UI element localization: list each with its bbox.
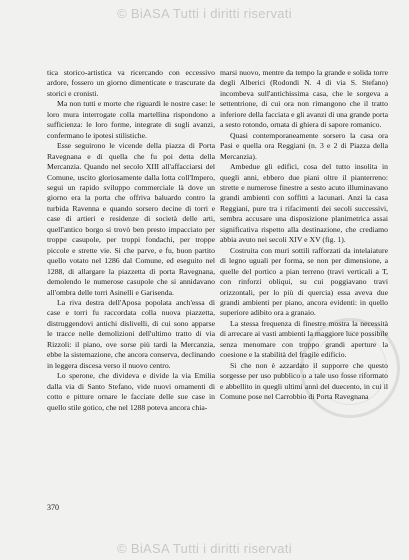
page-number: 370 — [47, 503, 59, 512]
paragraph: tica storico-artistica va ricercando con eccessivo ardore, fossero un giorno dimenticate e trascurate da storici e cronisti. — [47, 68, 215, 98]
right-text-column — [220, 68, 388, 403]
paragraph: Si che non è azzardato il supporre che questo sorgesse per uso pubblico o a tale uso fosse riformato e abbellito in quegli ultimi anni del duecento, in cui il Comune pose nel Carrobbio di Porta Ravegnana — [220, 360, 388, 402]
paragraph: Ambedue gli edifici, cosa del tutto insolita in quegli anni, ebbero due piani oltre il pianterreno: strette e numerose finestre a sesto acuto illuminavano grandi ambienti con soffitti a lacunari. Anzi la casa Reggiani, pure tra i rifacimenti dei secoli successivi, sembra accusare una disposizione planimetrica assai significativa rispetto alla destinazione, che crediamo abbia avuto nei secoli XIV e XV (fig. 1). — [220, 162, 388, 245]
paragraph: La stessa frequenza di finestre mostra la necessità di arrecare ai vasti ambienti la maggiore luce possibile senza menomare con troppo grandi aperture la coesione e la stabilità del fragile edificio. — [220, 318, 388, 360]
paragraph: Lo sperone, che divideva e divide la via Emilia dalla via di Santo Stefano, vide nuovi ornamenti di cotto e pitture ornare le facciate delle sue case in quello stile gotico, che nel 1288 poteva ancora chia- — [47, 371, 215, 412]
paragraph: marsi nuovo, mentre da tempo la grande e solida torre degli Alberici (Rodondi N. 4 di via S. Stefano) incombeva sull'antichissima casa, che le sorgeva a settentrione, di cui ora non rimangono che il tratto inferiore della facciata e gli avanzi di una grande porta a sesto rotondo, ornata di ghiera di sapore romanico. — [220, 68, 388, 130]
watermark-bottom: © BiASA Tutti i diritti riservati — [117, 541, 292, 556]
watermark-top: © BiASA Tutti i diritti riservati — [117, 6, 292, 21]
paragraph: Quasi contemporaneamente sorsero la casa ora Pasi e quella ora Reggiani (n. 3 e 2 di Piazza della Mercanzia). — [220, 130, 388, 161]
paragraph: Esse seguirono le vicende della piazza di Porta Ravegnana e di quella che fu poi detta della Mercanzia. Quando nel secolo XIII all'affacciarsi del Comune, uscito gloriosamente dalla lotta coll'Impero, segui un rapido sviluppo commerciale là dove un giorno era la porta che offriva baluardo contro la turbida Ravenna e quando sorsero decine di torri e case di artieri e residenze di società delle arti, quell'antico borgo si trovò ben presto impacciato per troppe casupole, per troppi fondachi, per troppe piccole e strette vie. Si che parve, e fu, buon partito quello votato nel 1286 dal Comune, ed eseguito nel 1288, di allargare la piazzetta di porta Ravegnana, demolendo le numerose casupole che si annidavano all'ombra delle torri Asinelli e Garisenda. — [47, 141, 215, 297]
paragraph: Costruita con muri sottili rafforzati da intelaiature di legno uguali per forma, se non per dimensione, a quelle del portico a pian terreno (travi verticali a T, con rinforzi obliqui, su cui poggiavano travi orizzontali, per lo più di quercia) essa aveva due grandi ambienti per piano, ancora evidenti: in quello superiore adibito ora a granaio. — [220, 245, 388, 318]
left-text-column — [47, 68, 215, 413]
paragraph: La riva destra dell'Aposa popolata anch'essa di case e torri fu raccordata colla nuova piazzetta, distruggendovi antichi dislivelli, di cui sono apparse le tracce nelle demolizioni dell'ultimo tratto di via Rizzoli: il piano, ove sorse più tardi la Mercanzia, ebbe la sistemazione, che ancora conserva, declinando in leggera discesa verso il nuovo centro. — [47, 297, 215, 370]
paragraph: Ma non tutti e morte che riguardi le nostre case: le loro mura interrogate colla martellina rispondono a sufficienza: le loro forme, integrate di sugli avanzi, confermano le ipotesi stilistiche. — [47, 99, 215, 140]
